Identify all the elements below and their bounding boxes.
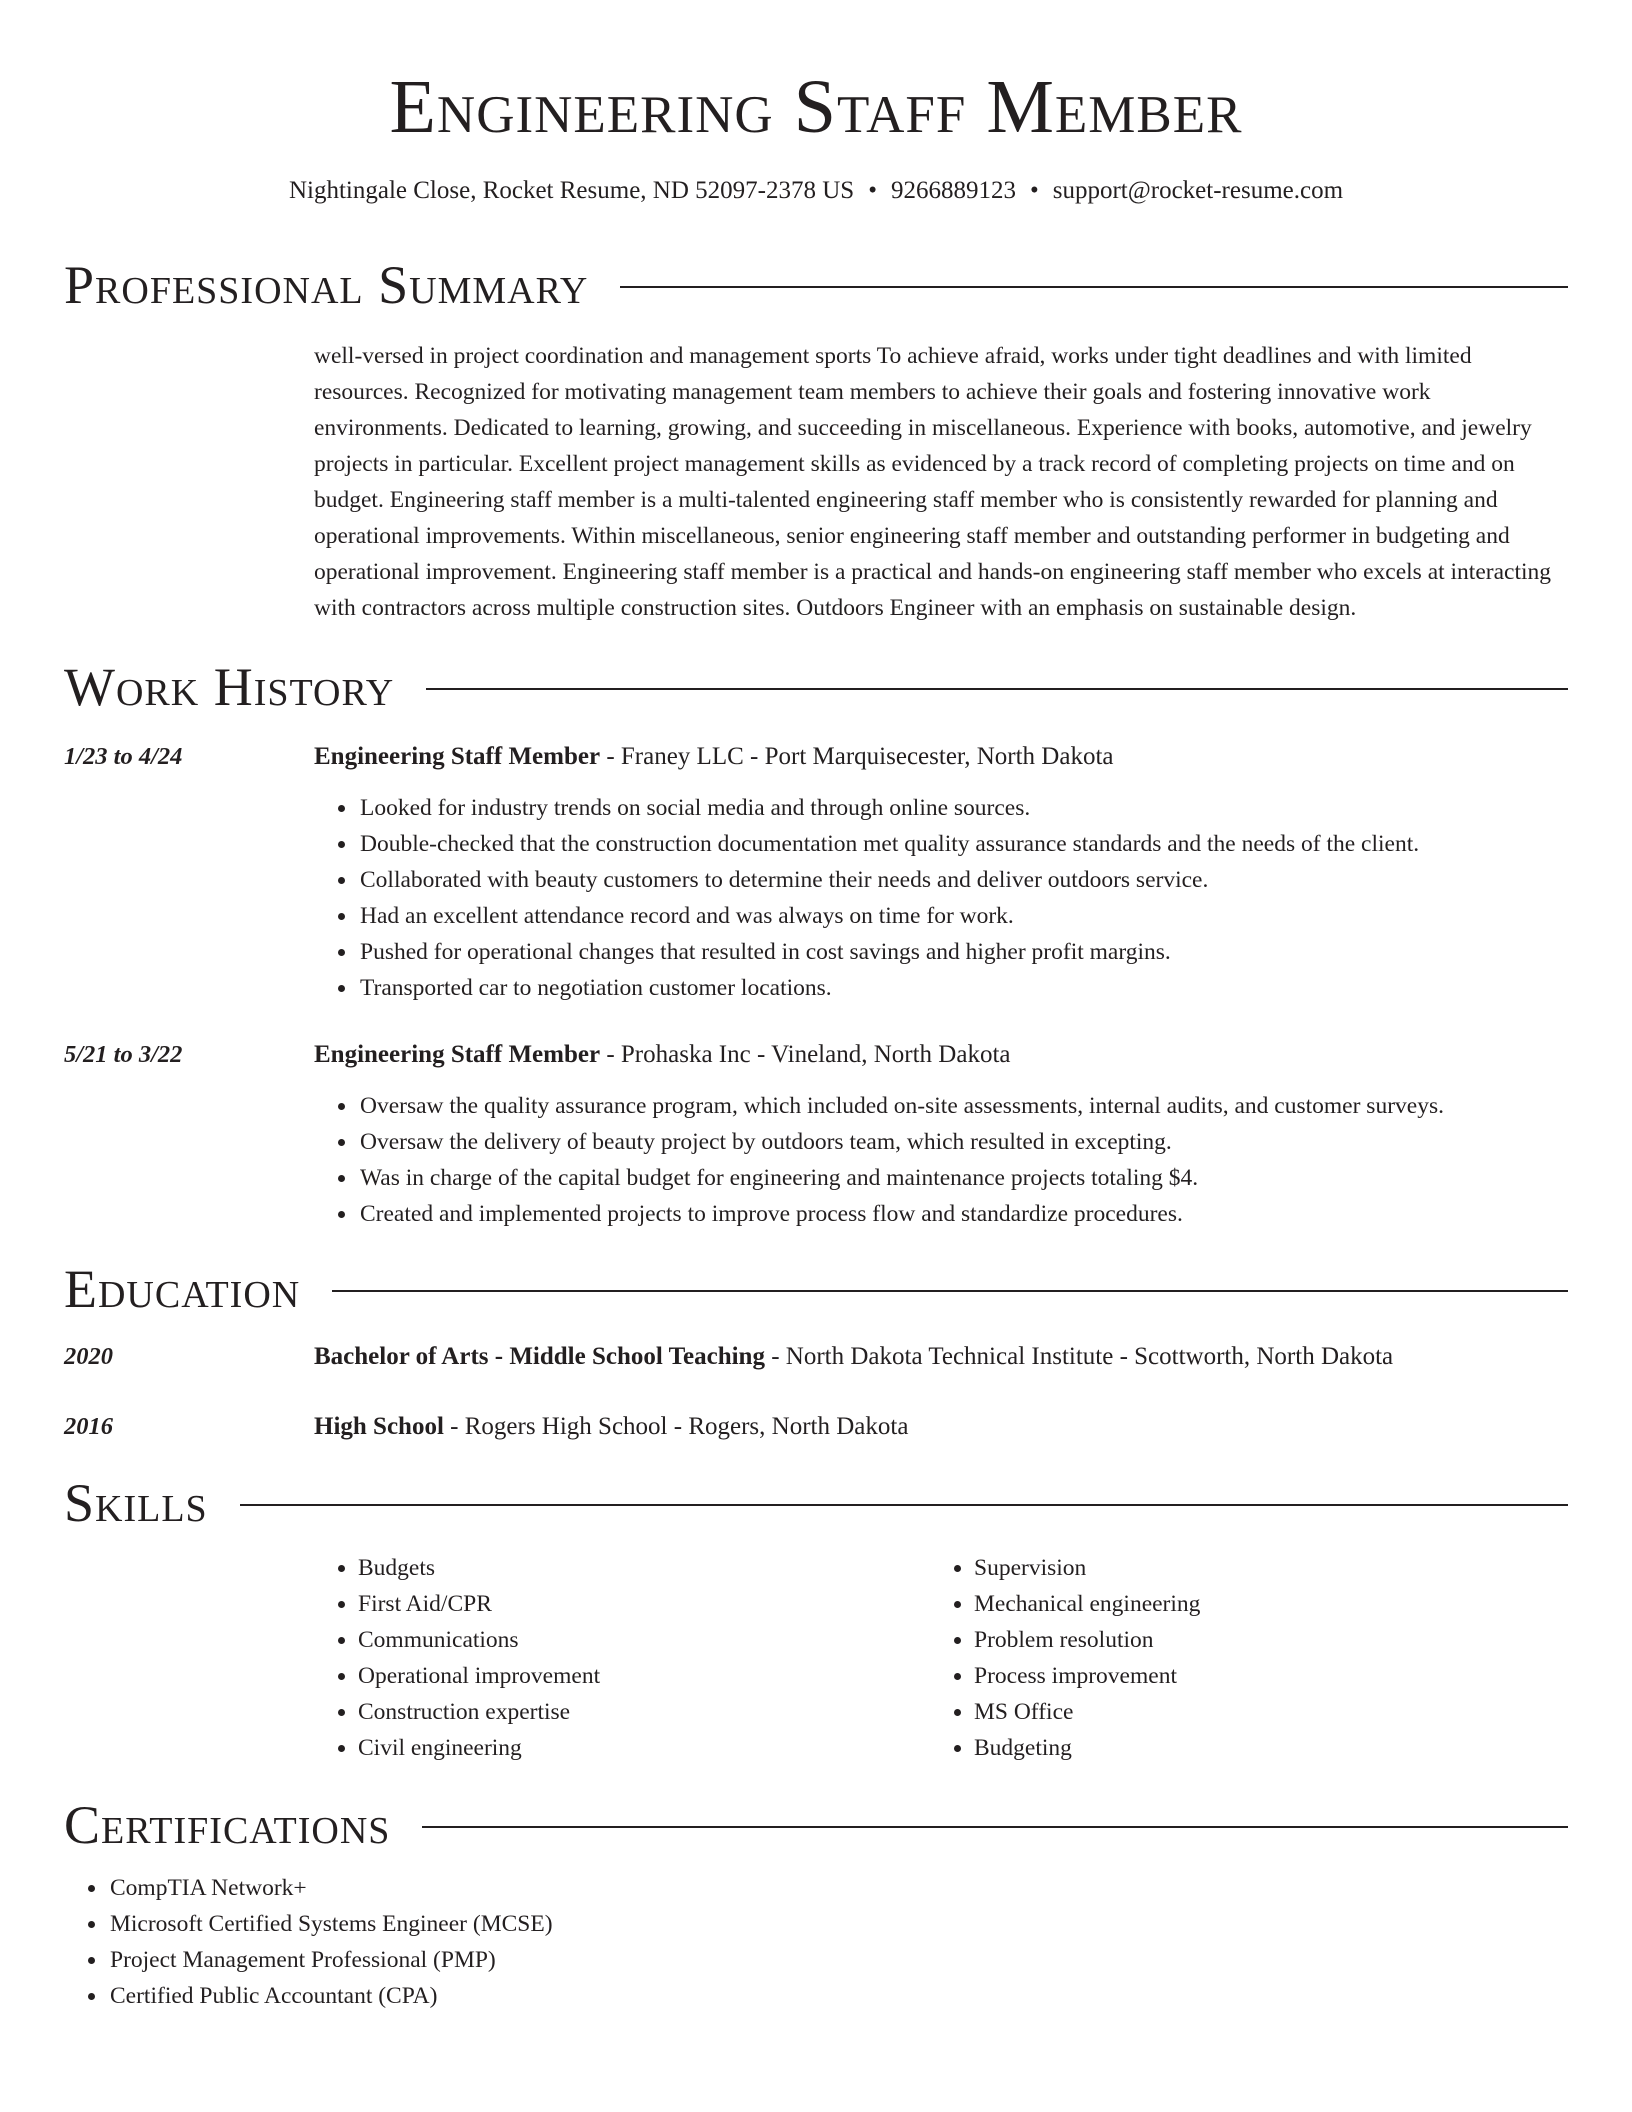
list-item: • Created and implemented projects to improve process flow and standardize procedures.: [358, 1196, 1568, 1232]
section-divider: [422, 1826, 1568, 1828]
job-dates: 5/21 to 3/22: [64, 1041, 183, 1068]
list-item: • Budgets: [358, 1550, 930, 1586]
section-title-work: Work History: [64, 657, 395, 717]
section-divider: [240, 1504, 1568, 1506]
job-details: - Franey LLC - Port Marquisecester, North Dakota: [600, 743, 1114, 770]
resume-page: [64, 0, 1568, 2014]
contact-line: [64, 174, 1568, 208]
section-divider: [332, 1290, 1568, 1292]
section-title-certifications: Certifications: [64, 1795, 391, 1855]
contact-email: support@rocket-resume.com: [1052, 177, 1344, 204]
list-item: • Mechanical engineering: [974, 1586, 1546, 1622]
job-dates: 1/23 to 4/24: [64, 743, 183, 770]
job-heading: [314, 738, 1568, 776]
education-year: 2016: [64, 1413, 113, 1440]
list-item: • Had an excellent attendance record and was always on time for work.: [358, 898, 1568, 934]
job-bullets: [64, 1088, 1568, 1232]
section-header-summary: [64, 254, 1568, 316]
list-item: • Project Management Professional (PMP): [108, 1942, 1568, 1978]
list-item: • Supervision: [974, 1550, 1546, 1586]
education-details: - Rogers High School - Rogers, North Dakota: [443, 1413, 909, 1440]
education-entry: [64, 1408, 1568, 1446]
list-item: • CompTIA Network+: [108, 1870, 1568, 1906]
education-degree: Bachelor of Arts - Middle School Teaching: [314, 1343, 765, 1370]
list-item: • Oversaw the delivery of beauty project by outdoors team, which resulted in excepting.: [358, 1124, 1568, 1160]
education-content: [314, 1338, 1568, 1376]
list-item: • Process improvement: [974, 1658, 1546, 1694]
job-title: Engineering Staff Member: [314, 743, 601, 770]
job-details: - Prohaska Inc - Vineland, North Dakota: [600, 1041, 1011, 1068]
education-entry: [64, 1338, 1568, 1376]
list-item: • Oversaw the quality assurance program, which included on-site assessments, internal audits, and customer surveys.: [358, 1088, 1568, 1124]
contact-phone: 9266889123: [890, 177, 1016, 204]
certifications-list: [64, 1870, 1568, 2014]
section-header-skills: [64, 1472, 1568, 1534]
job-entry: [64, 738, 1568, 1006]
education-details: - North Dakota Technical Institute - Scottworth, North Dakota: [764, 1343, 1394, 1370]
list-item: • MS Office: [974, 1694, 1546, 1730]
section-header-education: [64, 1258, 1568, 1320]
section-title-education: Education: [64, 1259, 301, 1319]
section-divider: [426, 688, 1568, 690]
list-item: • Pushed for operational changes that resulted in cost savings and higher profit margins.: [358, 934, 1568, 970]
list-item: • Construction expertise: [358, 1694, 930, 1730]
skills-column-right: [930, 1550, 1546, 1766]
education-degree: High School: [314, 1413, 444, 1440]
section-header-work: [64, 656, 1568, 718]
job-content: [314, 738, 1568, 1006]
contact-separator: •: [868, 177, 877, 204]
list-item: • Transported car to negotiation customer locations.: [358, 970, 1568, 1006]
section-header-certifications: [64, 1794, 1568, 1856]
list-item: • Looked for industry trends on social media and through online sources.: [358, 790, 1568, 826]
job-title: Engineering Staff Member: [314, 1041, 601, 1068]
list-item: • Collaborated with beauty customers to determine their needs and deliver outdoors service.: [358, 862, 1568, 898]
section-divider: [620, 286, 1568, 288]
list-item: • Communications: [358, 1622, 930, 1658]
list-item: • Civil engineering: [358, 1730, 930, 1766]
contact-separator: •: [1029, 177, 1039, 204]
job-content: [314, 1036, 1568, 1232]
list-item: • Was in charge of the capital budget for engineering and maintenance projects totaling $4.: [358, 1160, 1568, 1196]
list-item: • Operational improvement: [358, 1658, 930, 1694]
candidate-name: Engineering Staff Member: [389, 65, 1243, 149]
section-title-skills: Skills: [64, 1473, 208, 1533]
list-item: • Budgeting: [974, 1730, 1546, 1766]
job-bullets: [64, 790, 1568, 1006]
list-item: • Double-checked that the construction documentation met quality assurance standards and the needs of the client.: [358, 826, 1568, 862]
skills-column-left: [314, 1550, 930, 1766]
skills-list: [314, 1550, 1568, 1766]
list-item: • Microsoft Certified Systems Engineer (MCSE): [108, 1906, 1568, 1942]
summary-text: well-versed in project coordination and management sports To achieve afraid, works under tight deadlines and with limited resources. Recognized for motivating management team members to achieve their goals and fostering innovative work environments. Dedicated to learning, growing, and succeeding in miscellaneous. Experience with books, automotive, and jewelry projects in particular. Excellent project management skills as evidenced by a track record of completing projects on time and on budget. Engineering staff member is a multi-talented engineering staff member who is consistently rewarded for planning and operational improvements. Within miscellaneous, senior engineering staff member and outstanding performer in budgeting and operational improvement. Engineering staff member is a practical and hands-on engineering staff member who excels at interacting with contractors across multiple construction sites. Outdoors Engineer with an emphasis on sustainable design.: [314, 343, 1552, 621]
list-item: • First Aid/CPR: [358, 1586, 930, 1622]
job-heading: [314, 1036, 1568, 1074]
list-item: • Problem resolution: [974, 1622, 1546, 1658]
section-title-summary: Professional Summary: [64, 255, 589, 315]
list-item: • Certified Public Accountant (CPA): [108, 1978, 1568, 2014]
contact-address: Nightingale Close, Rocket Resume, ND 52097-2378 US: [288, 177, 855, 204]
education-year: 2020: [64, 1343, 113, 1370]
job-entry: [64, 1036, 1568, 1232]
education-content: [314, 1408, 1568, 1446]
